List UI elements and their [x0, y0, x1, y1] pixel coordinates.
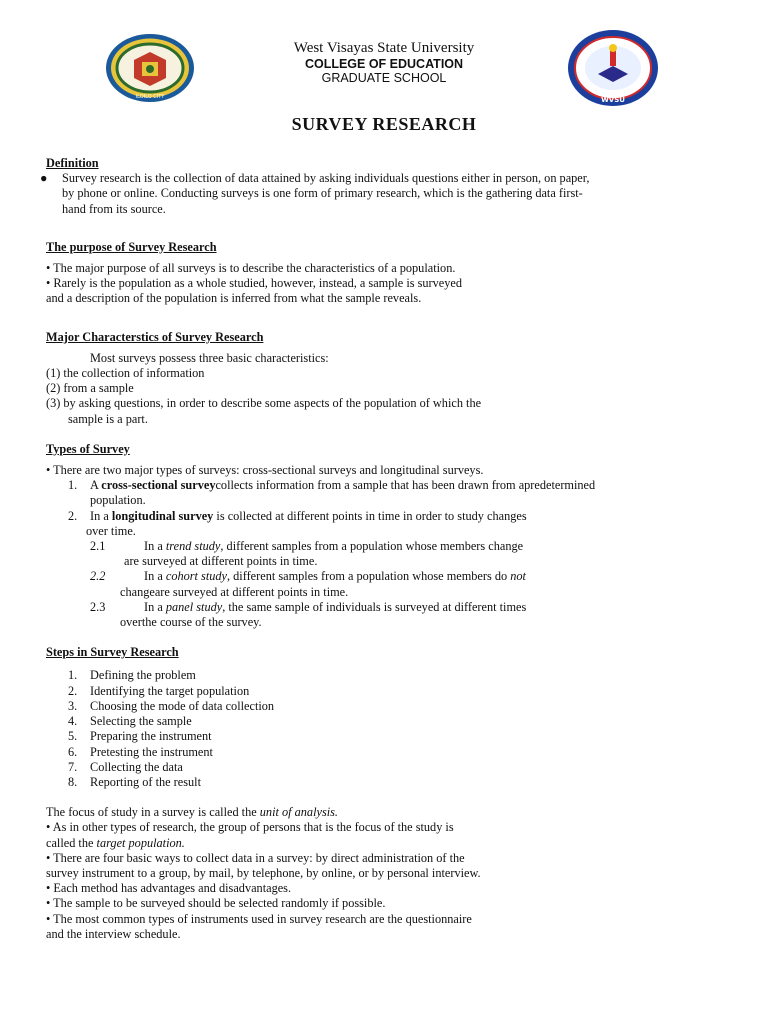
steps-list	[46, 668, 726, 790]
purpose-line: • The major purpose of all surveys is to describe the characteristics of a population.	[46, 261, 456, 276]
characteristic-item: (2) from a sample	[46, 381, 134, 396]
types-heading: Types of Survey	[46, 441, 130, 456]
college-name: COLLEGE OF EDUCATION	[304, 57, 464, 71]
characteristics-heading: Major Characterstics of Survey Research	[46, 329, 264, 344]
university-name: West Visayas State University	[293, 40, 475, 56]
definition-line: by phone or online. Conducting surveys is one form of primary research, which is the gathering data first-	[62, 186, 583, 201]
note-line: survey instrument to a group, by mail, by telephone, by online, or by personal interview.	[46, 865, 481, 880]
school-name: GRADUATE SCHOOL	[321, 71, 447, 85]
note-line: • The sample to be surveyed should be selected randomly if possible.	[46, 896, 386, 911]
purpose-line: and a description of the population is inferred from what the sample reveals.	[46, 291, 422, 306]
list-item: 3. Choosing the mode of data collection	[68, 698, 275, 713]
purpose-line: • Rarely is the population as a whole studied, however, instead, a sample is surveyed	[46, 276, 462, 291]
characteristic-item: (1) the collection of information	[46, 366, 205, 381]
list-item: 4. Selecting the sample	[68, 714, 192, 729]
characteristics-intro: Most surveys possess three basic characteristics:	[90, 350, 329, 365]
left-seal-city: ILOILO CITY	[135, 94, 165, 100]
letterhead	[0, 40, 768, 85]
list-item: 5. Preparing the instrument	[68, 729, 212, 744]
steps-heading: Steps in Survey Research	[46, 645, 179, 660]
list-item: 6. Pretesting the instrument	[68, 744, 213, 759]
definition-line: hand from its source.	[62, 201, 166, 216]
definition-line: Survey research is the collection of data attained by asking individuals questions either in person, on paper,	[62, 171, 590, 186]
note-line: • There are four basic ways to collect data in a survey: by direct administration of the	[46, 850, 465, 865]
types-intro: • There are two major types of surveys: cross-sectional surveys and longitudinal surveys.	[46, 463, 484, 478]
subtype-panel-study: 2.3 In a panel study, the same sample of individuals is surveyed at different times	[90, 599, 527, 614]
note-line: • The most common types of instruments used in survey research are the questionnaire	[46, 911, 472, 926]
right-seal-abbr: WVSU	[601, 96, 625, 104]
note-line: called the target population.	[46, 835, 185, 850]
list-item: 1. Defining the problem	[68, 668, 196, 683]
list-item: 2. Identifying the target population	[68, 683, 250, 698]
definition-heading: Definition	[46, 156, 99, 170]
type-item-longitudinal: 2. In a longitudinal survey is collected at different points in time in order to study changes	[68, 508, 527, 523]
note-line: • Each method has advantages and disadvantages.	[46, 881, 292, 896]
subtype-trend-study: 2.1 In a trend study, different samples from a population whose members change	[90, 539, 524, 554]
list-item: 8. Reporting of the result	[68, 774, 201, 789]
type-item-cross-sectional: 1. A cross-sectional surveycollects information from a sample that has been drawn from apredetermined	[68, 478, 596, 493]
definition-bullet	[40, 171, 726, 217]
closing-notes	[46, 805, 726, 942]
note-line: The focus of study in a survey is called the unit of analysis.	[46, 805, 339, 820]
note-line: and the interview schedule.	[46, 926, 181, 941]
subtype-cohort-study: 2.2 In a cohort study, different samples from a population whose members do not	[90, 569, 526, 584]
purpose-heading: The purpose of Survey Research	[46, 239, 217, 254]
characteristic-item: sample is a part.	[68, 411, 148, 426]
characteristic-item: (3) by asking questions, in order to describe some aspects of the population of which the	[46, 396, 482, 411]
bullet-icon: ●	[40, 171, 48, 186]
note-line: • As in other types of research, the group of persons that is the focus of the study is	[46, 820, 454, 835]
list-item: 7. Collecting the data	[68, 759, 183, 774]
page-title: SURVEY RESEARCH	[291, 114, 477, 134]
document-body: Definition ● Survey research is the collection of data attained by asking individuals questions either in person, on paper, by phone or online. Conducting surveys is one form of primary research, which is the gathering data first- hand from its source. The purpose of Survey Research • The major purpose of all surveys is to describe the characteristics of a population. • Rarely is the population as a whole studied, however, instead, a sample is surveyed and a description of the population is inferred from what the sample reveals. Major Characterstics of Survey Research Most surveys possess three basic characteristics: (1) the collection of information (2) from a sample (3) by asking questions, in order to describe some aspects of the population of which the sample is a part. Types of Survey • There are two major types of surveys: cross-sectional surveys and longitudinal surveys. 1. A cross-sectional surveycollects information from a sample that has been drawn from apredetermined population. 2. In a longitudinal survey is collected at different points in time in order to study changes over time. 2.1 In a trend study, different samples from a population whose members change are surveyed at different points in time. 2.2 In a cohort study, different samples from a population whose members do not changeare surveyed at different points in time. 2.3 In a panel study, the same sample of individuals is surveyed at different times overthe course of the survey. Steps in Survey Research 1. Defining the problem 2. Identifying the target population 3. Choosing the mode of data collection 4. Selecting the sample 5. Preparing the instrument 6. Pretesting the instrument 7. Collecting the data 8. Reporting of the result The focus of study in a survey is called the unit of analysis. • As in other types of research, the group of persons that is the focus of the study is called the target population. • There are four basic ways to collect data in a survey: by direct administration of the survey instrument to a group, by mail, by telephone, by online, or by personal interview. • Each method has advantages and disadvantages. • The sample to be surveyed should be selected randomly if possible. • The most common types of instruments used in survey research are the questionnaire and the interview schedule.	[46, 156, 726, 942]
